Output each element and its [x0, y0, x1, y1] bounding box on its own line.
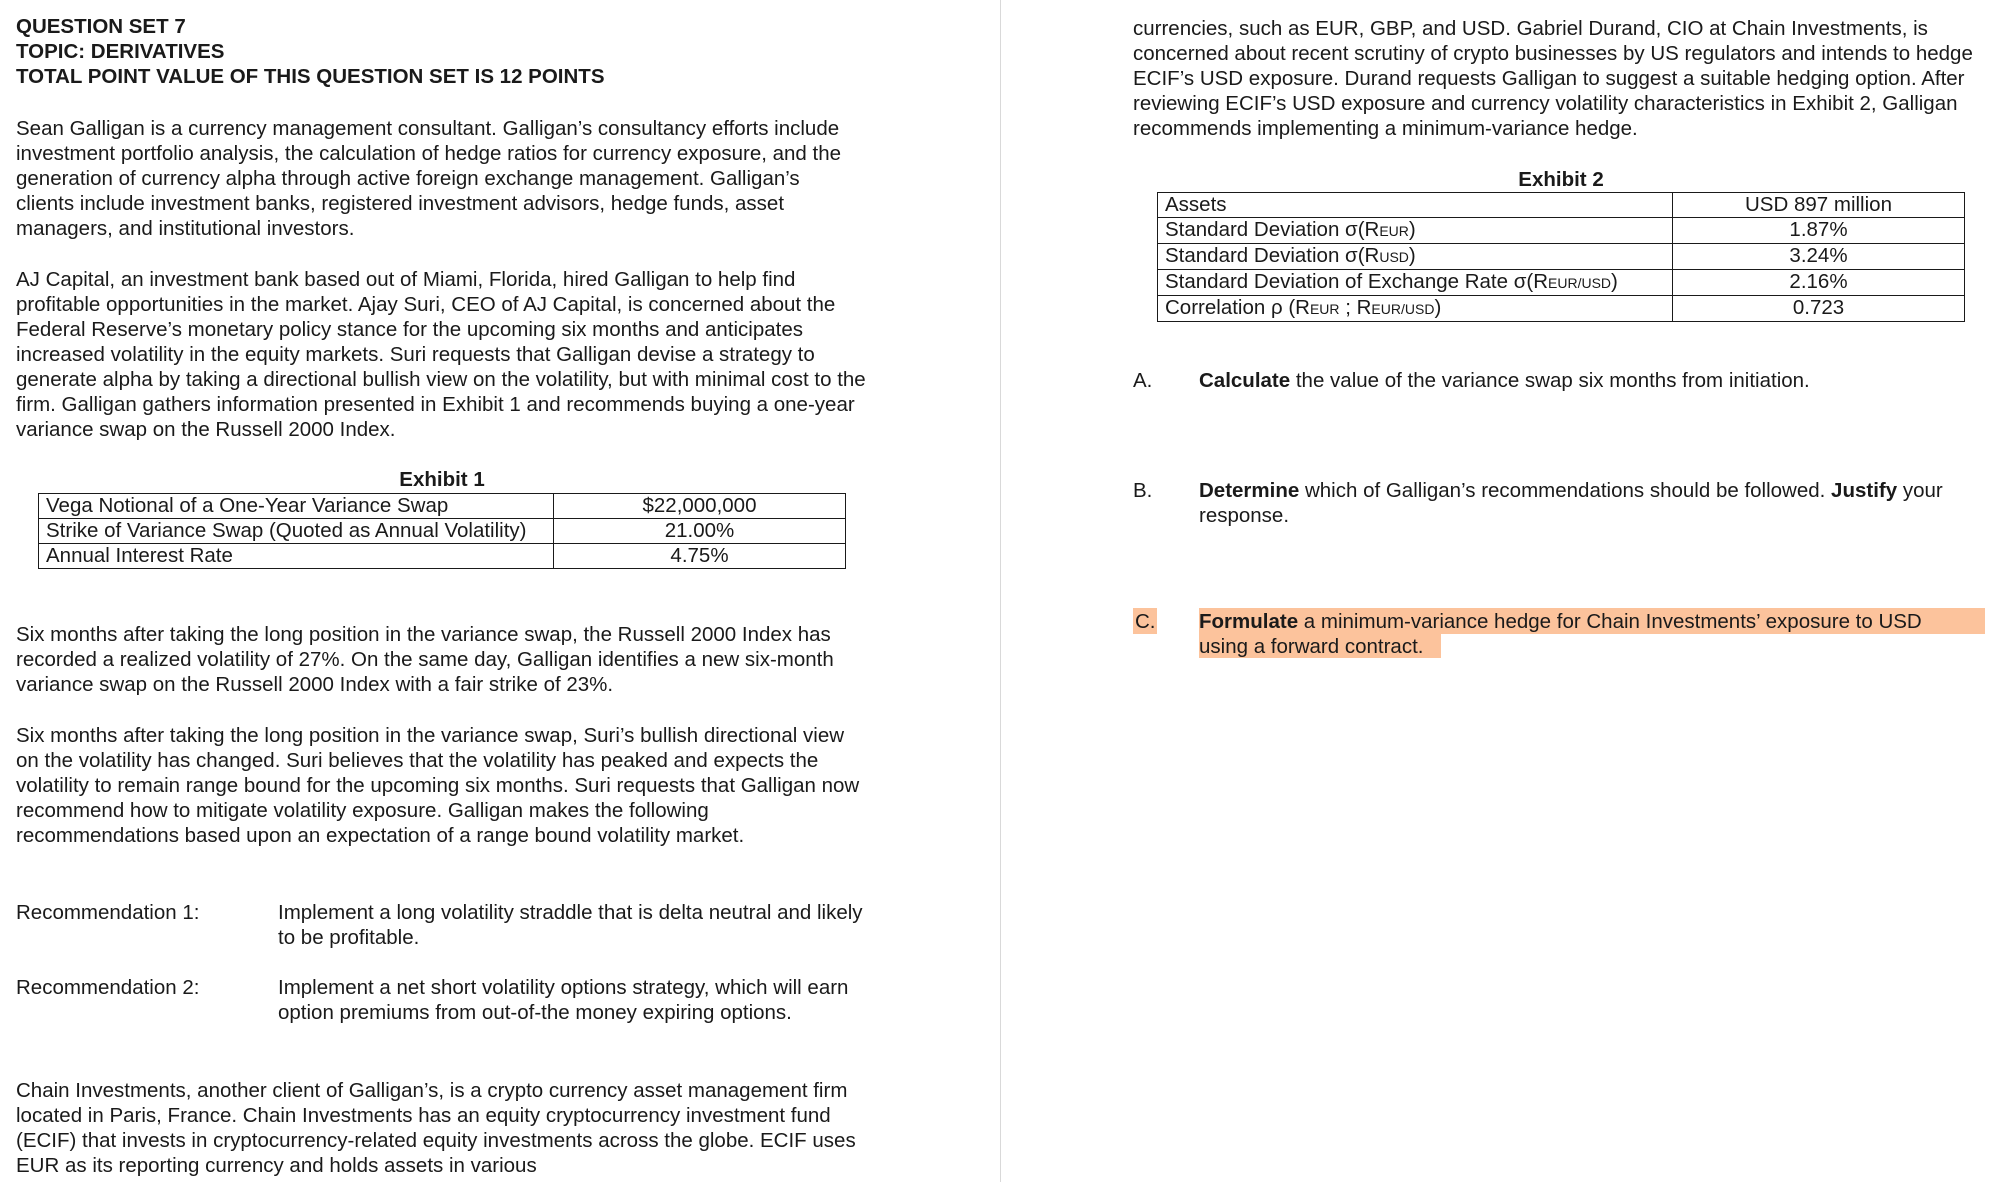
exhibit-2-title: Exhibit 2 — [1518, 168, 1604, 191]
question-c-body-line2: using a forward contract. — [1199, 635, 1424, 658]
question-b-text — [1199, 478, 1989, 528]
exhibit-1-table — [38, 493, 846, 569]
exhibit-1-value: 21.00% — [554, 519, 846, 544]
question-c-letter: C. — [1135, 610, 1156, 633]
exhibit-2-label — [1158, 244, 1673, 270]
exhibit-2-value: 0.723 — [1673, 296, 1965, 322]
label-text: ) — [1434, 296, 1442, 319]
suri-view-paragraph: Six months after taking the long position in the variance swap, Suri’s bullish directional view on the volatility has changed. Suri believes that the volatility has peaked and expects the volatility to remain range bound for the upcoming six months. Suri requests that Galligan now recommend how to mitigate volatility exposure. Galligan makes the following recommendations based upon an expectation of a range bound volatility market. — [16, 724, 860, 847]
question-header — [16, 14, 605, 89]
recommendation-2-text: Implement a net short volatility options strategy, which will earn option premiums from out-of-the money expiring options. — [278, 976, 849, 1024]
table-row — [39, 494, 846, 519]
exhibit-2-value: 2.16% — [1673, 270, 1965, 296]
chain-continued-paragraph: currencies, such as EUR, GBP, and USD. Gabriel Durand, CIO at Chain Investments, is concerned about recent scrutiny of crypto businesses by US regulators and intends to hedge ECIF’s USD exposure. Durand requests Galligan to suggest a suitable hedging option. After reviewing ECIF’s USD exposure and currency volatility characteristics in Exhibit 2, Galligan recommends implementing a minimum-variance hedge. — [1133, 17, 1973, 140]
label-text: ) — [1611, 270, 1618, 293]
table-row — [1158, 244, 1965, 270]
label-subscript: USD — [1379, 249, 1409, 265]
question-a-letter: A. — [1133, 369, 1153, 392]
question-b-body-end: your response. — [1199, 479, 1943, 527]
label-subscript: EUR — [1379, 223, 1409, 239]
chain-investments-paragraph: Chain Investments, another client of Galligan’s, is a crypto currency asset management firm located in Paris, France. Chain Investments has an equity cryptocurrency investment fund (ECIF) that invests in cryptocurrency-related equity investments across the globe. ECIF uses EUR as its reporting currency and holds assets in various — [16, 1079, 856, 1177]
table-row — [1158, 193, 1965, 218]
page-divider — [1000, 0, 1001, 1182]
exhibit-1-label: Annual Interest Rate — [39, 544, 554, 569]
point-value-title: TOTAL POINT VALUE OF THIS QUESTION SET IS 12 POINTS — [16, 65, 605, 88]
exhibit-1-label: Strike of Variance Swap (Quoted as Annual Volatility) — [39, 519, 554, 544]
question-c-text — [1199, 609, 1989, 659]
exhibit-2-label — [1158, 218, 1673, 244]
question-set-title: QUESTION SET 7 — [16, 15, 186, 38]
exhibit-2-value: 1.87% — [1673, 218, 1965, 244]
question-b-letter: B. — [1133, 479, 1153, 502]
exhibit-2-label — [1158, 296, 1673, 322]
table-row — [1158, 270, 1965, 296]
table-row — [39, 544, 846, 569]
exhibit-1-label: Vega Notional of a One-Year Variance Swap — [39, 494, 554, 519]
table-row — [39, 519, 846, 544]
exhibit-2-label — [1158, 270, 1673, 296]
label-text: Standard Deviation σ(R — [1165, 244, 1380, 267]
table-row — [1158, 218, 1965, 244]
label-subscript: EUR/USD — [1371, 301, 1435, 317]
table-row — [1158, 296, 1965, 322]
aj-capital-paragraph: AJ Capital, an investment bank based out of Miami, Florida, hired Galligan to help find profitable opportunities in the market. Ajay Suri, CEO of AJ Capital, is concerned about the Federal Reserve’s monetary policy stance for the upcoming six months and anticipates increased volatility in the equity markets. Suri requests that Galligan devise a strategy to generate alpha by taking a directional bullish view on the volatility, but with minimal cost to the firm. Galligan gathers information presented in Exhibit 1 and recommends buying a one-year variance swap on the Russell 2000 Index. — [16, 268, 866, 441]
label-subscript: EUR/USD — [1548, 275, 1612, 291]
exhibit-1-value: $22,000,000 — [554, 494, 846, 519]
recommendation-1-text: Implement a long volatility straddle that is delta neutral and likely to be profitable. — [278, 901, 863, 949]
label-text: Standard Deviation σ(R — [1165, 218, 1380, 241]
exhibit-1-title: Exhibit 1 — [399, 468, 485, 491]
question-a-verb: Calculate — [1199, 369, 1291, 392]
question-b-body: which of Galligan’s recommendations should be followed. — [1299, 479, 1832, 502]
question-c-body: a minimum-variance hedge for Chain Investments’ exposure to USD — [1298, 610, 1922, 633]
question-a-text — [1199, 368, 1989, 393]
exhibit-1-value: 4.75% — [554, 544, 846, 569]
recommendation-2-label: Recommendation 2: — [16, 976, 200, 999]
question-a-body: the value of the variance swap six months from initiation. — [1290, 369, 1810, 392]
label-text: Standard Deviation of Exchange Rate σ(R — [1165, 270, 1549, 293]
exhibit-2-table — [1157, 192, 1965, 322]
label-subscript: EUR — [1309, 301, 1340, 317]
realized-volatility-paragraph: Six months after taking the long position in the variance swap, the Russell 2000 Index has recorded a realized volatility of 27%. On the same day, Galligan identifies a new six-month variance swap on the Russell 2000 Index with a fair strike of 23%. — [16, 623, 834, 696]
label-text: ) — [1408, 218, 1416, 241]
exhibit-2-value: USD 897 million — [1673, 193, 1965, 218]
topic-title: TOPIC: DERIVATIVES — [16, 40, 225, 63]
question-b-verb2: Justify — [1831, 479, 1898, 502]
exhibit-2-value: 3.24% — [1673, 244, 1965, 270]
label-text: ; R — [1339, 296, 1372, 319]
question-b-verb: Determine — [1199, 479, 1300, 502]
recommendation-1-label: Recommendation 1: — [16, 901, 200, 924]
question-c-verb: Formulate — [1199, 610, 1299, 633]
intro-paragraph: Sean Galligan is a currency management consultant. Galligan’s consultancy efforts include investment portfolio analysis, the calculation of hedge ratios for currency exposure, and the generation of currency alpha through active foreign exchange management. Galligan’s clients include investment banks, registered investment advisors, hedge funds, asset managers, and institutional investors. — [16, 117, 842, 240]
exhibit-2-label: Assets — [1158, 193, 1673, 218]
label-text: ) — [1408, 244, 1416, 267]
label-text: Correlation ρ (R — [1165, 296, 1310, 319]
